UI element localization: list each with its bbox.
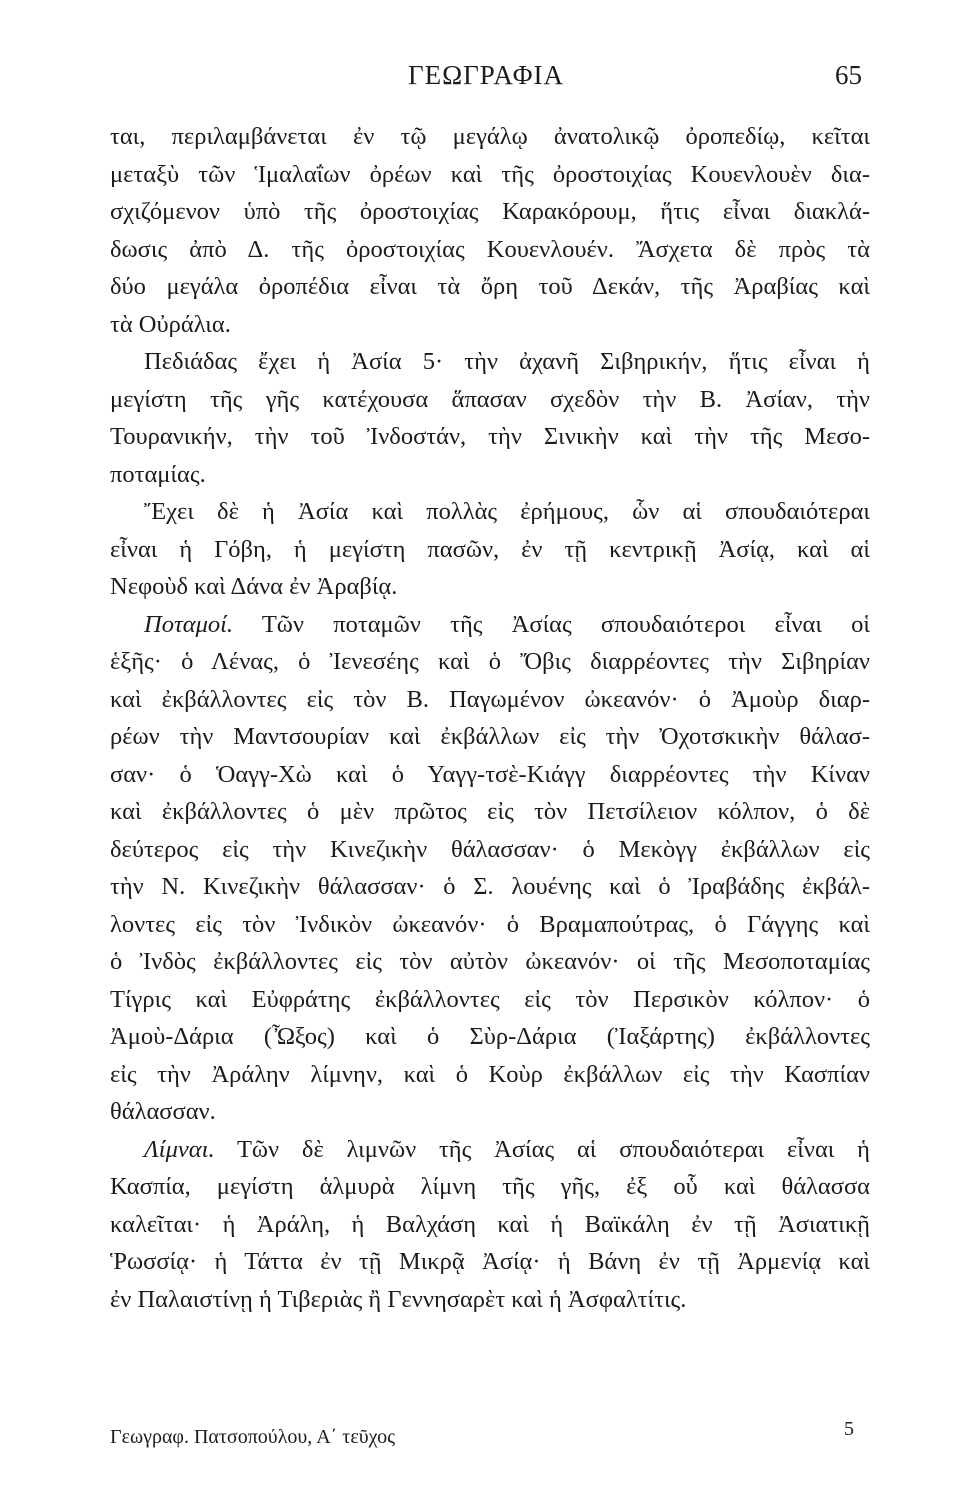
text-line: Ῥωσσίᾳ· ἡ Τάττα ἐν τῇ Μικρᾷ Ἀσίᾳ· ἡ Βάνη ἐν τῇ Ἀρμενίᾳ καὶ bbox=[110, 1248, 870, 1275]
text-line: Νεφοὺδ καὶ Δάνα ἐν Ἀραβίᾳ. bbox=[110, 573, 398, 600]
section-heading: Λίμναι. bbox=[144, 1135, 215, 1163]
text-line: θάλασσαν. bbox=[110, 1098, 216, 1125]
page-number: 65 bbox=[835, 60, 862, 90]
text-line: τὴν Ν. Κινεζικὴν θάλασσαν· ὁ Σ. λουένης καὶ ὁ Ἰραβάδης ἐκβάλ- bbox=[110, 873, 870, 900]
footer-credit: Γεωγραφ. Πατσοπούλου, Α΄ τεῦχος bbox=[110, 1426, 395, 1448]
signature-mark: 5 bbox=[844, 1418, 854, 1440]
text-line: καὶ ἐκβάλλοντες εἰς τὸν Β. Παγωμένον ὠκεανόν· ὁ Ἀμοὺρ διαρ- bbox=[110, 685, 870, 713]
text-line: καλεῖται· ἡ Ἀράλη, ἡ Βαλχάση καὶ ἡ Βαϊκάλη ἐν τῇ Ἀσιατικῇ bbox=[110, 1210, 870, 1238]
text-line: Ποταμοί. Τῶν ποταμῶν τῆς Ἀσίας σπουδαιότεροι εἶναι οἱ bbox=[144, 610, 870, 638]
text-line: Τουρανικήν, τὴν τοῦ Ἰνδοστάν, τὴν Σινικὴν καὶ τὴν τῆς Μεσο- bbox=[110, 423, 870, 450]
text-line: Ἀμοὺ-Δάρια (Ὦξος) καὶ ὁ Σὺρ-Δάρια (Ἰαξάρτης) ἐκβάλλοντες bbox=[110, 1023, 870, 1050]
text-body bbox=[110, 118, 870, 1318]
text-line: λοντες εἰς τὸν Ἰνδικὸν ὠκεανόν· ὁ Βραμαπούτρας, ὁ Γάγγης καὶ bbox=[110, 910, 870, 938]
text-line: δεύτερος εἰς τὴν Κινεζικὴν θάλασσαν· ὁ Μεκὸγγ ἐκβάλλων εἰς bbox=[110, 835, 870, 863]
text-line: ἐν Παλαιστίνῃ ἡ Τιβεριὰς ἢ Γεννησαρὲτ καὶ ἡ Ἀσφαλτίτις. bbox=[110, 1285, 687, 1313]
text-line: ται, περιλαμβάνεται ἐν τῷ μεγάλῳ ἀνατολικῷ ὀροπεδίῳ, κεῖται bbox=[110, 123, 870, 150]
text-line: ρέων τὴν Μαντσουρίαν καὶ ἐκβάλλων εἰς τὴν Ὀχοτσκικὴν θάλασ- bbox=[110, 723, 870, 750]
text-line: τὰ Οὐράλια. bbox=[110, 310, 231, 338]
page-title: ΓΕΩΓΡΑΦΙΑ bbox=[408, 60, 564, 90]
text-line: μεταξὺ τῶν Ἱμαλαΐων ὀρέων καὶ τῆς ὀροστοιχίας Κουενλουὲν δια- bbox=[110, 160, 870, 188]
text-line: δωσις ἀπὸ Δ. τῆς ὀροστοιχίας Κουενλουέν. Ἄσχετα δὲ πρὸς τὰ bbox=[110, 235, 870, 263]
text-line: σχιζόμενον ὑπὸ τῆς ὀροστοιχίας Καρακόρουμ, ἥτις εἶναι διακλά- bbox=[110, 198, 870, 225]
text-line: σαν· ὁ Ὁαγγ-Χὼ καὶ ὁ Υαγγ-τσὲ-Κιάγγ διαρρέοντες τὴν Κίναν bbox=[110, 760, 870, 788]
section-heading: Ποταμοί. bbox=[144, 610, 234, 638]
text-line: ποταμίας. bbox=[110, 460, 206, 488]
text-line: ἑξῆς· ὁ Λένας, ὁ Ἰενεσέης καὶ ὁ Ὄβις διαρρέοντες τὴν Σιβηρίαν bbox=[110, 648, 870, 675]
page-footer bbox=[110, 1418, 862, 1458]
text-line: εἰς τὴν Ἀράλην λίμνην, καὶ ὁ Κοὺρ ἐκβάλλων εἰς τὴν Κασπίαν bbox=[110, 1060, 870, 1088]
text-line: ὁ Ἰνδὸς ἐκβάλλοντες εἰς τὸν αὐτὸν ὠκεανόν· οἱ τῆς Μεσοποταμίας bbox=[110, 948, 870, 975]
text-line: Τίγρις καὶ Εὐφράτης ἐκβάλλοντες εἰς τὸν Περσικὸν κόλπον· ὁ bbox=[110, 985, 870, 1013]
text-line: Ἔχει δὲ ἡ Ἀσία καὶ πολλὰς ἐρήμους, ὧν αἱ σπουδαιότεραι bbox=[144, 498, 870, 525]
running-header bbox=[110, 56, 862, 96]
text-line: μεγίστη τῆς γῆς κατέχουσα ἅπασαν σχεδὸν τὴν Β. Ἀσίαν, τὴν bbox=[110, 385, 870, 413]
text-line: εἶναι ἡ Γόβη, ἡ μεγίστη πασῶν, ἐν τῇ κεντρικῇ Ἀσίᾳ, καὶ αἱ bbox=[110, 535, 870, 563]
text-line: δύο μεγάλα ὀροπέδια εἶναι τὰ ὄρη τοῦ Δεκάν, τῆς Ἀραβίας καὶ bbox=[110, 273, 870, 300]
text-line: Πεδιάδας ἔχει ἡ Ἀσία 5· τὴν ἀχανῆ Σιβηρικήν, ἥτις εἶναι ἡ bbox=[144, 348, 870, 375]
text-line: Λίμναι. Τῶν δὲ λιμνῶν τῆς Ἀσίας αἱ σπουδαιότεραι εἶναι ἡ bbox=[144, 1135, 870, 1163]
text-line: Κασπία, μεγίστη ἁλμυρὰ λίμνη τῆς γῆς, ἐξ οὗ καὶ θάλασσα bbox=[110, 1173, 870, 1200]
text-line: καὶ ἐκβάλλοντες ὁ μὲν πρῶτος εἰς τὸν Πετσίλειον κόλπον, ὁ δὲ bbox=[110, 798, 870, 825]
